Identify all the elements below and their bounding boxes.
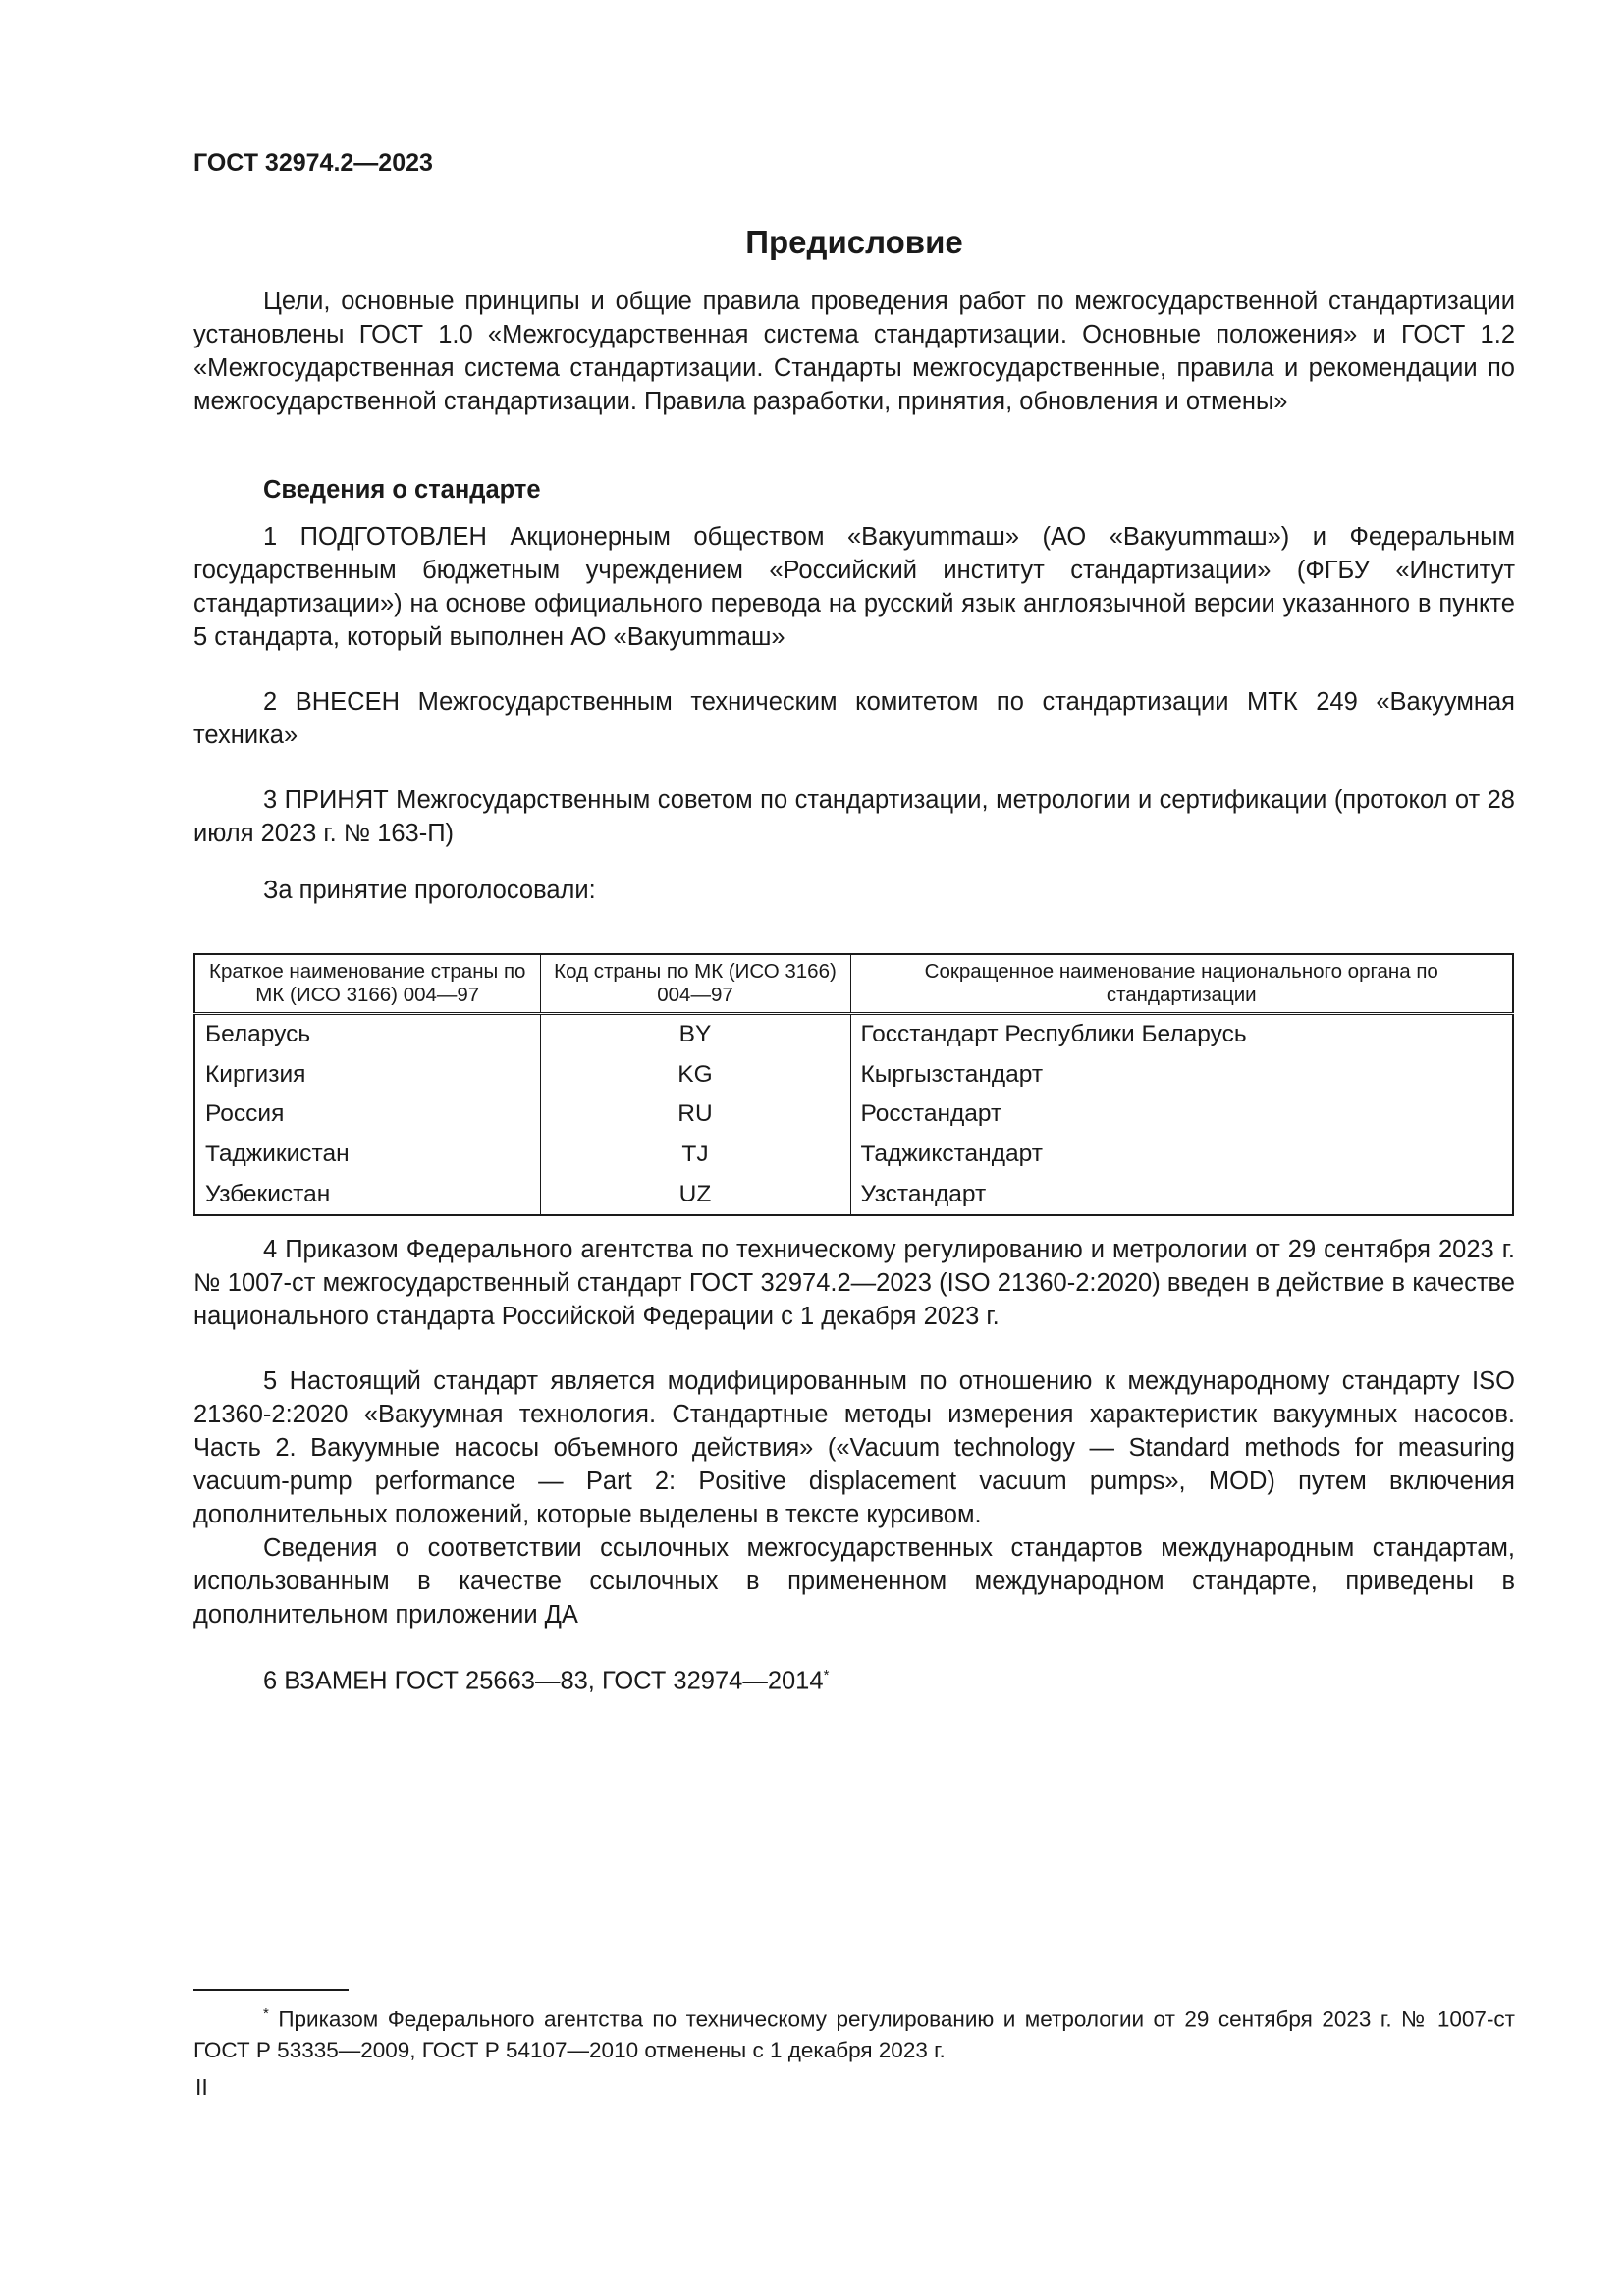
country-code: KG <box>540 1055 850 1095</box>
footnote <box>193 1999 1515 2065</box>
item-2-paragraph: 2 ВНЕСЕН Межгосударственным техническим комитетом по стандартизации МТК 249 «Вакуумная техника» <box>193 688 1515 749</box>
item-3-paragraph: 3 ПРИНЯТ Межгосударственным советом по стандартизации, метрологии и сертификации (протокол от 28 июля 2023 г. № 163-П) <box>193 786 1515 847</box>
item-6-text: 6 ВЗАМЕН ГОСТ 25663—83, ГОСТ 32974—2014 <box>263 1667 824 1695</box>
column-header-body: Сокращенное наименование национального органа по стандартизации <box>850 954 1513 1014</box>
standards-body: Узстандарт <box>850 1174 1513 1215</box>
table-header-row <box>194 954 1513 1014</box>
column-header-code: Код страны по МК (ИСО 3166) 004—97 <box>540 954 850 1014</box>
country-code: RU <box>540 1095 850 1135</box>
table-row <box>194 1055 1513 1095</box>
standards-body: Госстандарт Республики Беларусь <box>850 1014 1513 1055</box>
page-number: II <box>195 2074 208 2100</box>
footnote-separator <box>193 1989 349 1991</box>
table-row <box>194 1174 1513 1215</box>
item-6-paragraph <box>193 1659 1515 1698</box>
footnote-reference-mark[interactable]: * <box>823 1667 830 1683</box>
footnote-text: Приказом Федерального агентства по техническому регулированию и метрологии от 29 сентября 2023 г. № 1007-ст ГОСТ Р 53335—2009, ГОСТ Р 54107—2010 отменены с 1 декабря 2023 г. <box>193 2006 1515 2062</box>
item-5-continuation-paragraph: Сведения о соответствии ссылочных межгосударственных стандартов международным стандартам, использованным в качестве ссылочных в примененном международном стандарте, приведены в дополнительном приложении ДА <box>193 1534 1515 1629</box>
table-row <box>194 1014 1513 1055</box>
page-title: Предисловие <box>745 224 963 260</box>
table-row <box>194 1095 1513 1135</box>
item-1-paragraph: 1 ПОДГОТОВЛЕН Акционерным обществом «Вакуummаш» (АО «Вакуummаш») и Федеральным государственным бюджетным учреждением «Российский институт стандартизации» (ФГБУ «Институт стандартизации») на основе официального перевода на русский язык англоязычной версии указанного в пункте 5 стандарта, который выполнен АО «Вакуummаш» <box>193 523 1515 651</box>
countries-table <box>193 953 1514 1216</box>
item-5-paragraph: 5 Настоящий стандарт является модифицированным по отношению к международному стандарту ISO 21360-2:2020 «Вакуумная технология. Стандартные методы измерения характеристик вакуумных насосов. Часть 2. Вакуумные насосы объемного действия» («Vacuum technology — Standard methods for measuring vacuum-pump performance — Part 2: Positive displacement vacuum pumps», MOD) путем включения дополнительных положений, которые выделены в тексте курсивом. <box>193 1367 1515 1528</box>
standards-body: Росстандарт <box>850 1095 1513 1135</box>
standards-body: Таджикстандарт <box>850 1135 1513 1175</box>
standards-body: Кыргызстандарт <box>850 1055 1513 1095</box>
country-name: Киргизия <box>194 1055 540 1095</box>
intro-paragraph: Цели, основные принципы и общие правила проведения работ по межгосударственной стандартизации установлены ГОСТ 1.0 «Межгосударственная система стандартизации. Основные положения» и ГОСТ 1.2 «Межгосударственная система стандартизации. Стандарты межгосударственные, правила и рекомендации по межгосударственной стандартизации. Правила разработки, принятия, обновления и отмены» <box>193 288 1515 415</box>
footnote-mark: * <box>263 2005 269 2022</box>
table-row <box>194 1135 1513 1175</box>
country-name: Беларусь <box>194 1014 540 1055</box>
country-code: UZ <box>540 1174 850 1215</box>
country-name: Россия <box>194 1095 540 1135</box>
column-header-country: Краткое наименование страны по МК (ИСО 3166) 004—97 <box>194 954 540 1014</box>
section-heading: Сведения о стандарте <box>263 476 541 504</box>
voted-label: За принятие проголосовали: <box>263 877 596 904</box>
country-name: Узбекистан <box>194 1174 540 1215</box>
country-code: BY <box>540 1014 850 1055</box>
country-name: Таджикистан <box>194 1135 540 1175</box>
item-4-paragraph: 4 Приказом Федерального агентства по техническому регулированию и метрологии от 29 сентября 2023 г. № 1007-ст межгосударственный стандарт ГОСТ 32974.2—2023 (ISO 21360-2:2020) введен в действие в качестве национального стандарта Российской Федерации с 1 декабря 2023 г. <box>193 1236 1515 1330</box>
country-code: TJ <box>540 1135 850 1175</box>
document-header: ГОСТ 32974.2—2023 <box>193 149 433 177</box>
